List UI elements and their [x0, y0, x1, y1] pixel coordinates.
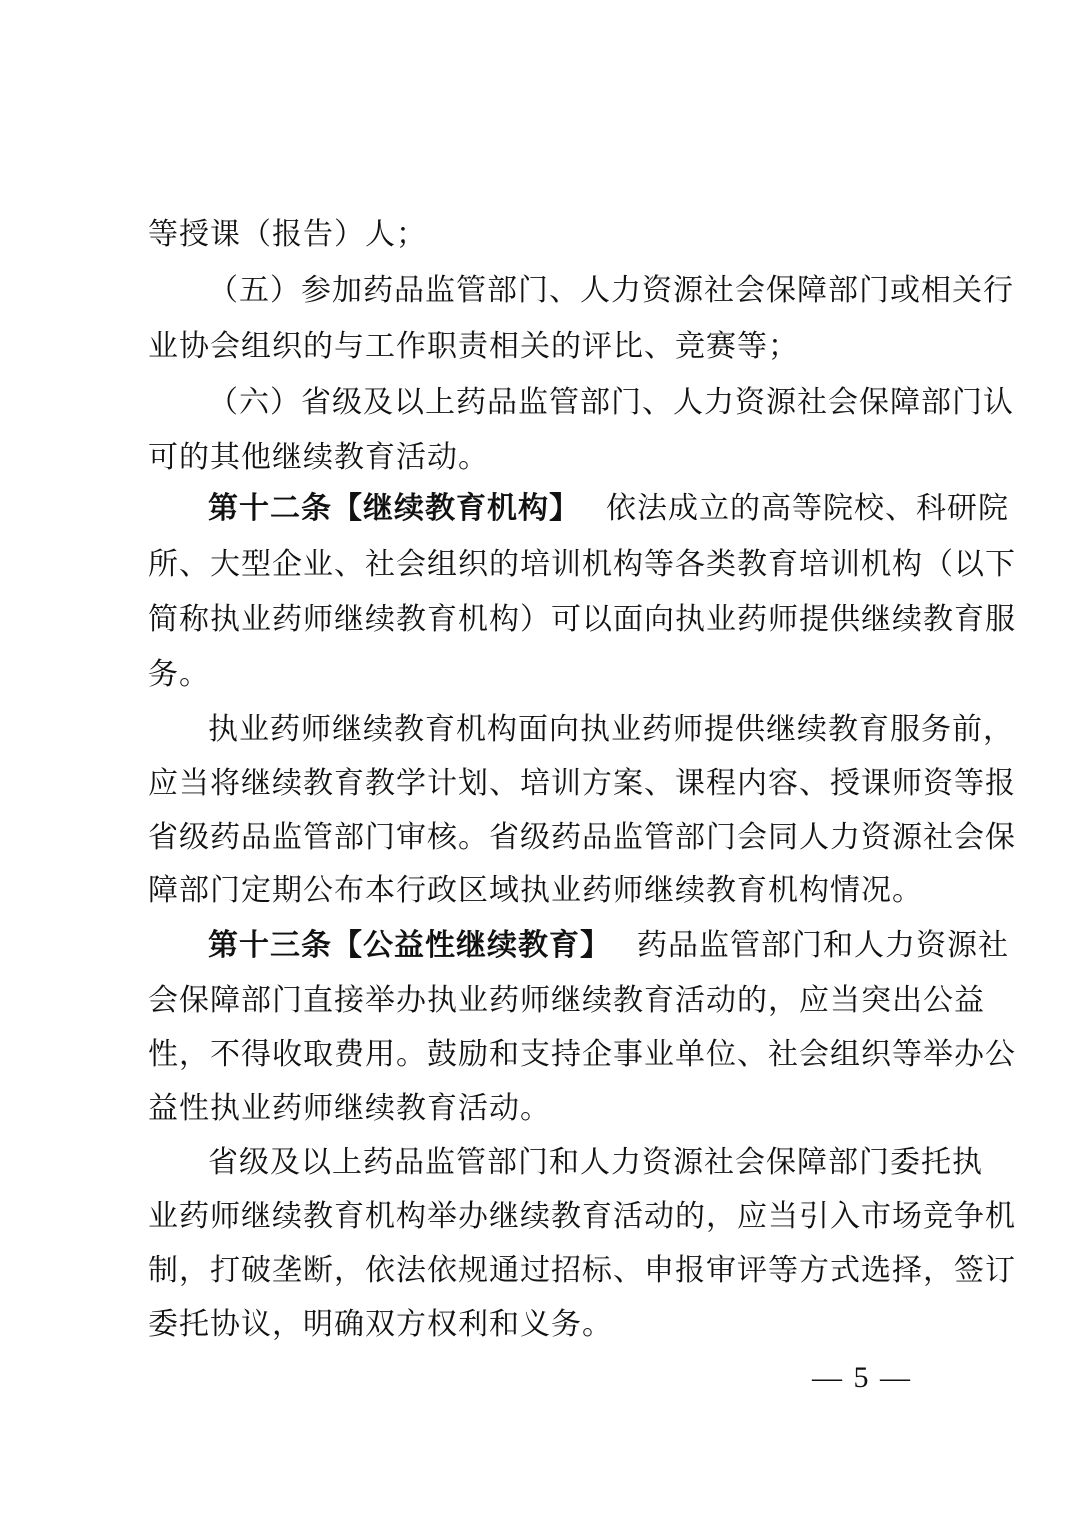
text-line: 应当将继续教育教学计划、培训方案、课程内容、授课师资等报 [148, 766, 1016, 801]
text-line: 益性执业药师继续教育活动。 [148, 1091, 551, 1126]
text-line: （五）参加药品监管部门、人力资源社会保障部门或相关行 [208, 273, 1014, 308]
article-13-first-line [208, 926, 1009, 966]
text-line: 省级药品监管部门审核。省级药品监管部门会同人力资源社会保 [148, 820, 1016, 855]
text-line: 障部门定期公布本行政区域执业药师继续教育机构情况。 [148, 873, 923, 908]
text-line: 务。 [148, 657, 210, 692]
article-13-heading: 第十三条【公益性继续教育】 [208, 928, 611, 963]
article-12-heading: 第十二条【继续教育机构】 [208, 491, 580, 526]
text-line: 业药师继续教育机构举办继续教育活动的，应当引入市场竞争机 [148, 1199, 1016, 1234]
text-line: 业协会组织的与工作职责相关的评比、竞赛等； [148, 329, 799, 364]
text-line: 委托协议，明确双方权利和义务。 [148, 1307, 613, 1342]
text-line: 简称执业药师继续教育机构）可以面向执业药师提供继续教育服 [148, 602, 1016, 637]
text-line: 所、大型企业、社会组织的培训机构等各类教育培训机构（以下 [148, 547, 1016, 582]
text-line: 会保障部门直接举办执业药师继续教育活动的，应当突出公益 [148, 983, 985, 1018]
text-line: 等授课（报告）人； [148, 217, 427, 252]
text-line: 省级及以上药品监管部门和人力资源社会保障部门委托执 [208, 1145, 983, 1180]
text-line: 可的其他继续教育活动。 [148, 440, 489, 475]
text-line: 制，打破垄断，依法依规通过招标、申报审评等方式选择，签订 [148, 1253, 1016, 1288]
article-12-text: 依法成立的高等院校、科研院 [606, 491, 1009, 526]
article-13-text: 药品监管部门和人力资源社 [637, 928, 1009, 963]
text-line: 性，不得收取费用。鼓励和支持企事业单位、社会组织等举办公 [148, 1037, 1016, 1072]
text-line: （六）省级及以上药品监管部门、人力资源社会保障部门认 [208, 385, 1014, 420]
text-line: 执业药师继续教育机构面向执业药师提供继续教育服务前， [208, 712, 1014, 747]
article-12-first-line [208, 489, 1009, 529]
page-number: — 5 — [812, 1361, 912, 1394]
